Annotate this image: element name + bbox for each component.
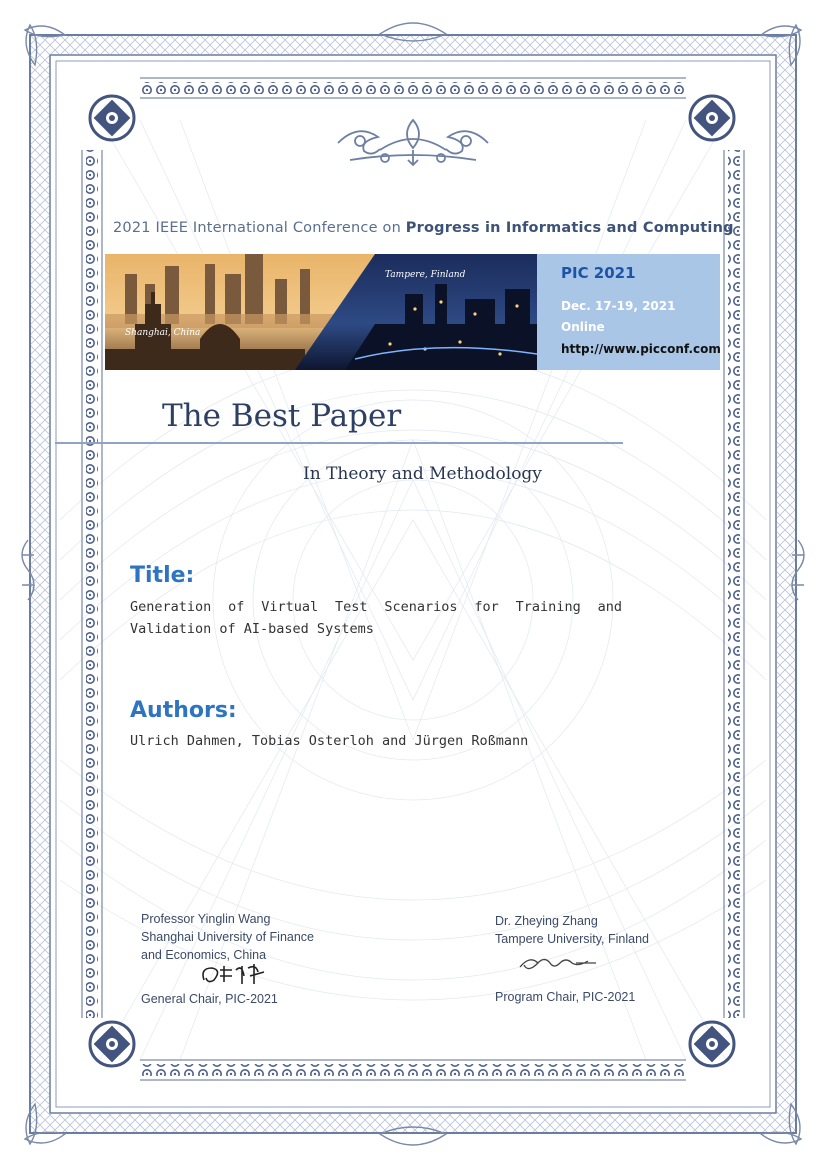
general-chair-affiliation-1: Shanghai University of Finance bbox=[141, 930, 315, 944]
header-ornament-icon bbox=[338, 120, 488, 165]
paper-title bbox=[130, 596, 622, 640]
event-format: Online bbox=[561, 320, 605, 334]
program-chair-block bbox=[495, 912, 649, 948]
photo-caption-tampere: Tampere, Finland bbox=[385, 270, 466, 280]
general-chair-role: General Chair, PIC-2021 bbox=[141, 992, 278, 1006]
photo-caption-shanghai: Shanghai, China bbox=[125, 328, 201, 338]
event-dates: Dec. 17-19, 2021 bbox=[561, 299, 676, 313]
title-word: Virtual bbox=[261, 599, 319, 615]
award-category: In Theory and Methodology bbox=[303, 464, 542, 484]
event-name: PIC 2021 bbox=[561, 264, 636, 282]
program-chair-signature bbox=[516, 953, 600, 975]
general-chair-signature bbox=[198, 962, 270, 988]
award-heading: The Best Paper bbox=[162, 398, 402, 434]
authors-label: Authors: bbox=[130, 698, 237, 723]
title-word: Training bbox=[515, 599, 581, 615]
program-chair-name: Dr. Zheying Zhang bbox=[495, 914, 598, 928]
program-chair-affiliation: Tampere University, Finland bbox=[495, 932, 649, 946]
paper-title-line-1 bbox=[130, 596, 622, 618]
title-word: for bbox=[474, 599, 499, 615]
general-chair-affiliation-2: and Economics, China bbox=[141, 948, 267, 962]
program-chair-role: Program Chair, PIC-2021 bbox=[495, 990, 636, 1004]
paper-authors: Ulrich Dahmen, Tobias Osterloh and Jürgen Roßmann bbox=[130, 733, 529, 749]
title-word: Generation bbox=[130, 599, 212, 615]
general-chair-name: Professor Yinglin Wang bbox=[141, 912, 271, 926]
title-word: and bbox=[597, 599, 622, 615]
title-word: Test bbox=[335, 599, 368, 615]
heading-divider bbox=[55, 442, 623, 444]
title-word: of bbox=[228, 599, 245, 615]
paper-title-line-2: Validation of AI-based Systems bbox=[130, 621, 374, 637]
conference-title: 2021 IEEE International Conference on Progress in Informatics and Computing bbox=[113, 220, 734, 236]
general-chair-block bbox=[141, 910, 314, 964]
title-label: Title: bbox=[130, 563, 195, 588]
title-word: Scenarios bbox=[384, 599, 458, 615]
event-url[interactable]: http://www.picconf.com bbox=[561, 342, 721, 356]
